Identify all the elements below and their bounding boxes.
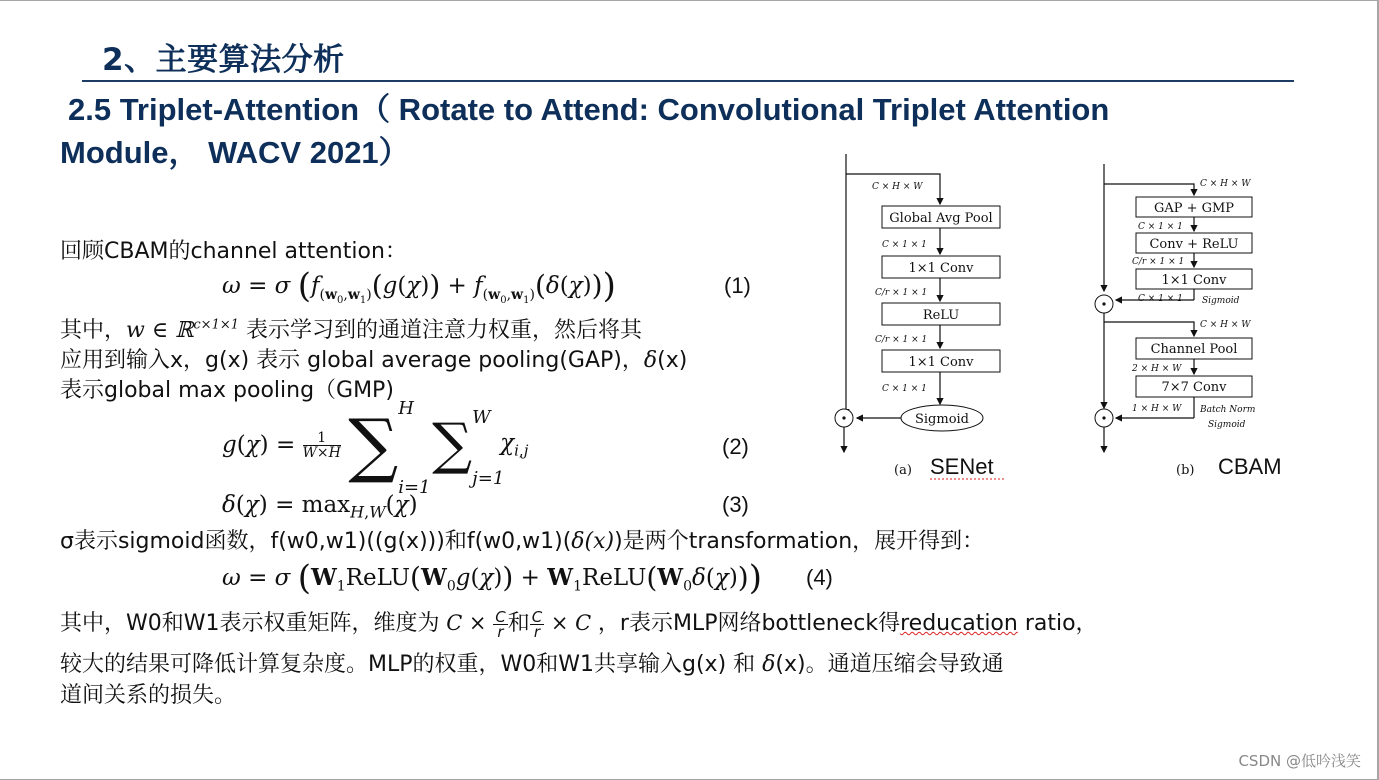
cbam-box-conv1-label: 1×1 Conv (1161, 273, 1227, 288)
senet-caption-prefix: (a) (894, 463, 912, 478)
para-frac-1: $\frac{C}{r}$ (495, 607, 506, 641)
senet-box-relu-label: ReLU (922, 308, 960, 323)
equation-2: g(χ) = $\frac{1}{W\times H}$ ∑ H i=1 ∑ W j=1 $\chi_{i,j}$ (222, 398, 529, 498)
cbam-caption-prefix: (b) (1176, 463, 1195, 478)
gmp-line: 表示global max pooling（GMP) (60, 378, 394, 403)
sigma-line-a: σ表示sigmoid函数，f(w0,w1)((g(x)))和f(w0,w1)( (60, 529, 572, 554)
cbam-dim-3: C × 1 × 1 (1138, 294, 1183, 304)
senet-dim-1: C × 1 × 1 (882, 240, 927, 250)
apply-line-b: (x) (657, 348, 688, 373)
apply-line-delta: δ (643, 348, 658, 373)
para-a3: ，r表示MLP网络bottleneck得 (597, 611, 901, 636)
para-a1: 其中，W0和W1表示权重矩阵，维度为 (60, 611, 440, 636)
para-line-2 (60, 647, 1004, 678)
cbam-dim-5: 2 × H × W (1132, 364, 1182, 374)
watermark: CSDN @低吟浅笑 (1238, 752, 1361, 770)
equation-1-number: (1) (724, 273, 751, 298)
cbam-box-conv7-label: 7×7 Conv (1161, 380, 1227, 395)
senet-input-dim: C × H × W (872, 182, 923, 192)
senet-diagram (835, 154, 1006, 479)
title-rule (82, 80, 1294, 82)
para-line-1: 其中，W0和W1表示权重矩阵，维度为 C × $\frac{C}{r}$ 和 $\frac{C}{r}$ × C ，r表示MLP网络bottleneck得reducation ratio， (60, 607, 1098, 641)
cbam-diagram (1095, 164, 1282, 479)
cbam-label-batchnorm: Batch Norm (1200, 405, 1256, 415)
equation-3-number: (3) (722, 492, 749, 517)
cbam-label-sigmoid-2: Sigmoid (1208, 420, 1246, 430)
apply-line (60, 343, 687, 374)
slide-border-top (0, 0, 1379, 1)
senet-dim-3: C/r × 1 × 1 (875, 335, 928, 345)
para-b2: (x)。通道压缩会导致通 (775, 652, 1004, 677)
where-line-math: w ∈ ℝ (126, 318, 194, 343)
eq2-sum-outer: ∑ H i=1 (348, 398, 431, 498)
para-b1: 较大的结果可降低计算复杂度。MLP的权重，W0和W1共享输入g(x) 和 (60, 652, 763, 677)
eq2-sum-inner: ∑ W j=1 (432, 407, 505, 489)
cbam-box-channel-pool-label: Channel Pool (1150, 342, 1238, 357)
senet-dim-2: C/r × 1 × 1 (875, 288, 928, 298)
intro-text: 回顾CBAM的channel attention： (60, 239, 407, 264)
cbam-input-dim: C × H × W (1200, 179, 1251, 189)
eq2-fraction: $\frac{1}{W\times H}$ (302, 429, 341, 461)
para-a4: reducation (900, 611, 1018, 636)
cbam-label-sigmoid-1: Sigmoid (1202, 296, 1240, 306)
where-line-sup: c×1×1 (193, 317, 240, 333)
senet-box-gap-label: Global Avg Pool (889, 211, 993, 226)
heading-line-1: 2.5 Triplet-Attention（ Rotate to Attend: Convolutional Triplet Attention (68, 92, 1110, 127)
cbam-box-gap-gmp-label: GAP + GMP (1153, 201, 1235, 216)
cbam-box-conv-relu-label: Conv + ReLU (1149, 237, 1239, 252)
cbam-dim-6: 1 × H × W (1132, 404, 1182, 414)
senet-sigmoid-label: Sigmoid (914, 412, 970, 427)
equation-4-number: (4) (806, 565, 833, 590)
para-a5: ratio， (1017, 611, 1098, 636)
where-line-a: 其中， (60, 318, 127, 343)
cbam-caption: CBAM (1218, 454, 1282, 479)
para-b-delta: δ (762, 652, 776, 677)
where-line (60, 313, 642, 344)
para-frac-2: $\frac{C}{r}$ (531, 607, 543, 641)
sigma-line-math: δ(x) (571, 529, 615, 554)
apply-line-a: 应用到输入x，g(x) 表示 global average pooling(GAP)， (60, 348, 644, 373)
sigma-line (60, 524, 984, 555)
cbam-dim-2: C/r × 1 × 1 (1132, 257, 1185, 267)
section-title: 2、主要算法分析 (102, 42, 345, 78)
equation-2-number: (2) (722, 434, 749, 459)
senet-box-conv2-label: 1×1 Conv (908, 355, 974, 370)
para-line-3: 道间关系的损失。 (60, 683, 237, 708)
para-a2: 和 (507, 611, 530, 636)
sigma-line-b: )是两个transformation，展开得到： (614, 529, 985, 554)
where-line-b: 表示学习到的通道注意力权重，然后将其 (239, 318, 643, 343)
equation-1: ω = σ $(f_{(w_0,w_1)}(g(\chi)) + f_{(w_0,w_1)}(\delta(\chi)))$ (222, 266, 616, 306)
equation-3: $\delta(\chi) = \max_{H,W}(\chi)$ (222, 492, 418, 522)
senet-caption: SENet (930, 454, 994, 479)
senet-box-conv1-label: 1×1 Conv (908, 261, 974, 276)
heading-line-2: Module， WACV 2021） (60, 135, 410, 170)
equation-4: ω = σ ($W_1ReLU(W_0g(\chi))$ + $W_1ReLU(W_0\delta(\chi))$) (222, 558, 762, 598)
cbam-dim-4: C × H × W (1200, 320, 1251, 330)
senet-dim-4: C × 1 × 1 (882, 384, 927, 394)
attention-diagram (820, 150, 1300, 490)
cbam-dim-1: C × 1 × 1 (1138, 222, 1183, 232)
